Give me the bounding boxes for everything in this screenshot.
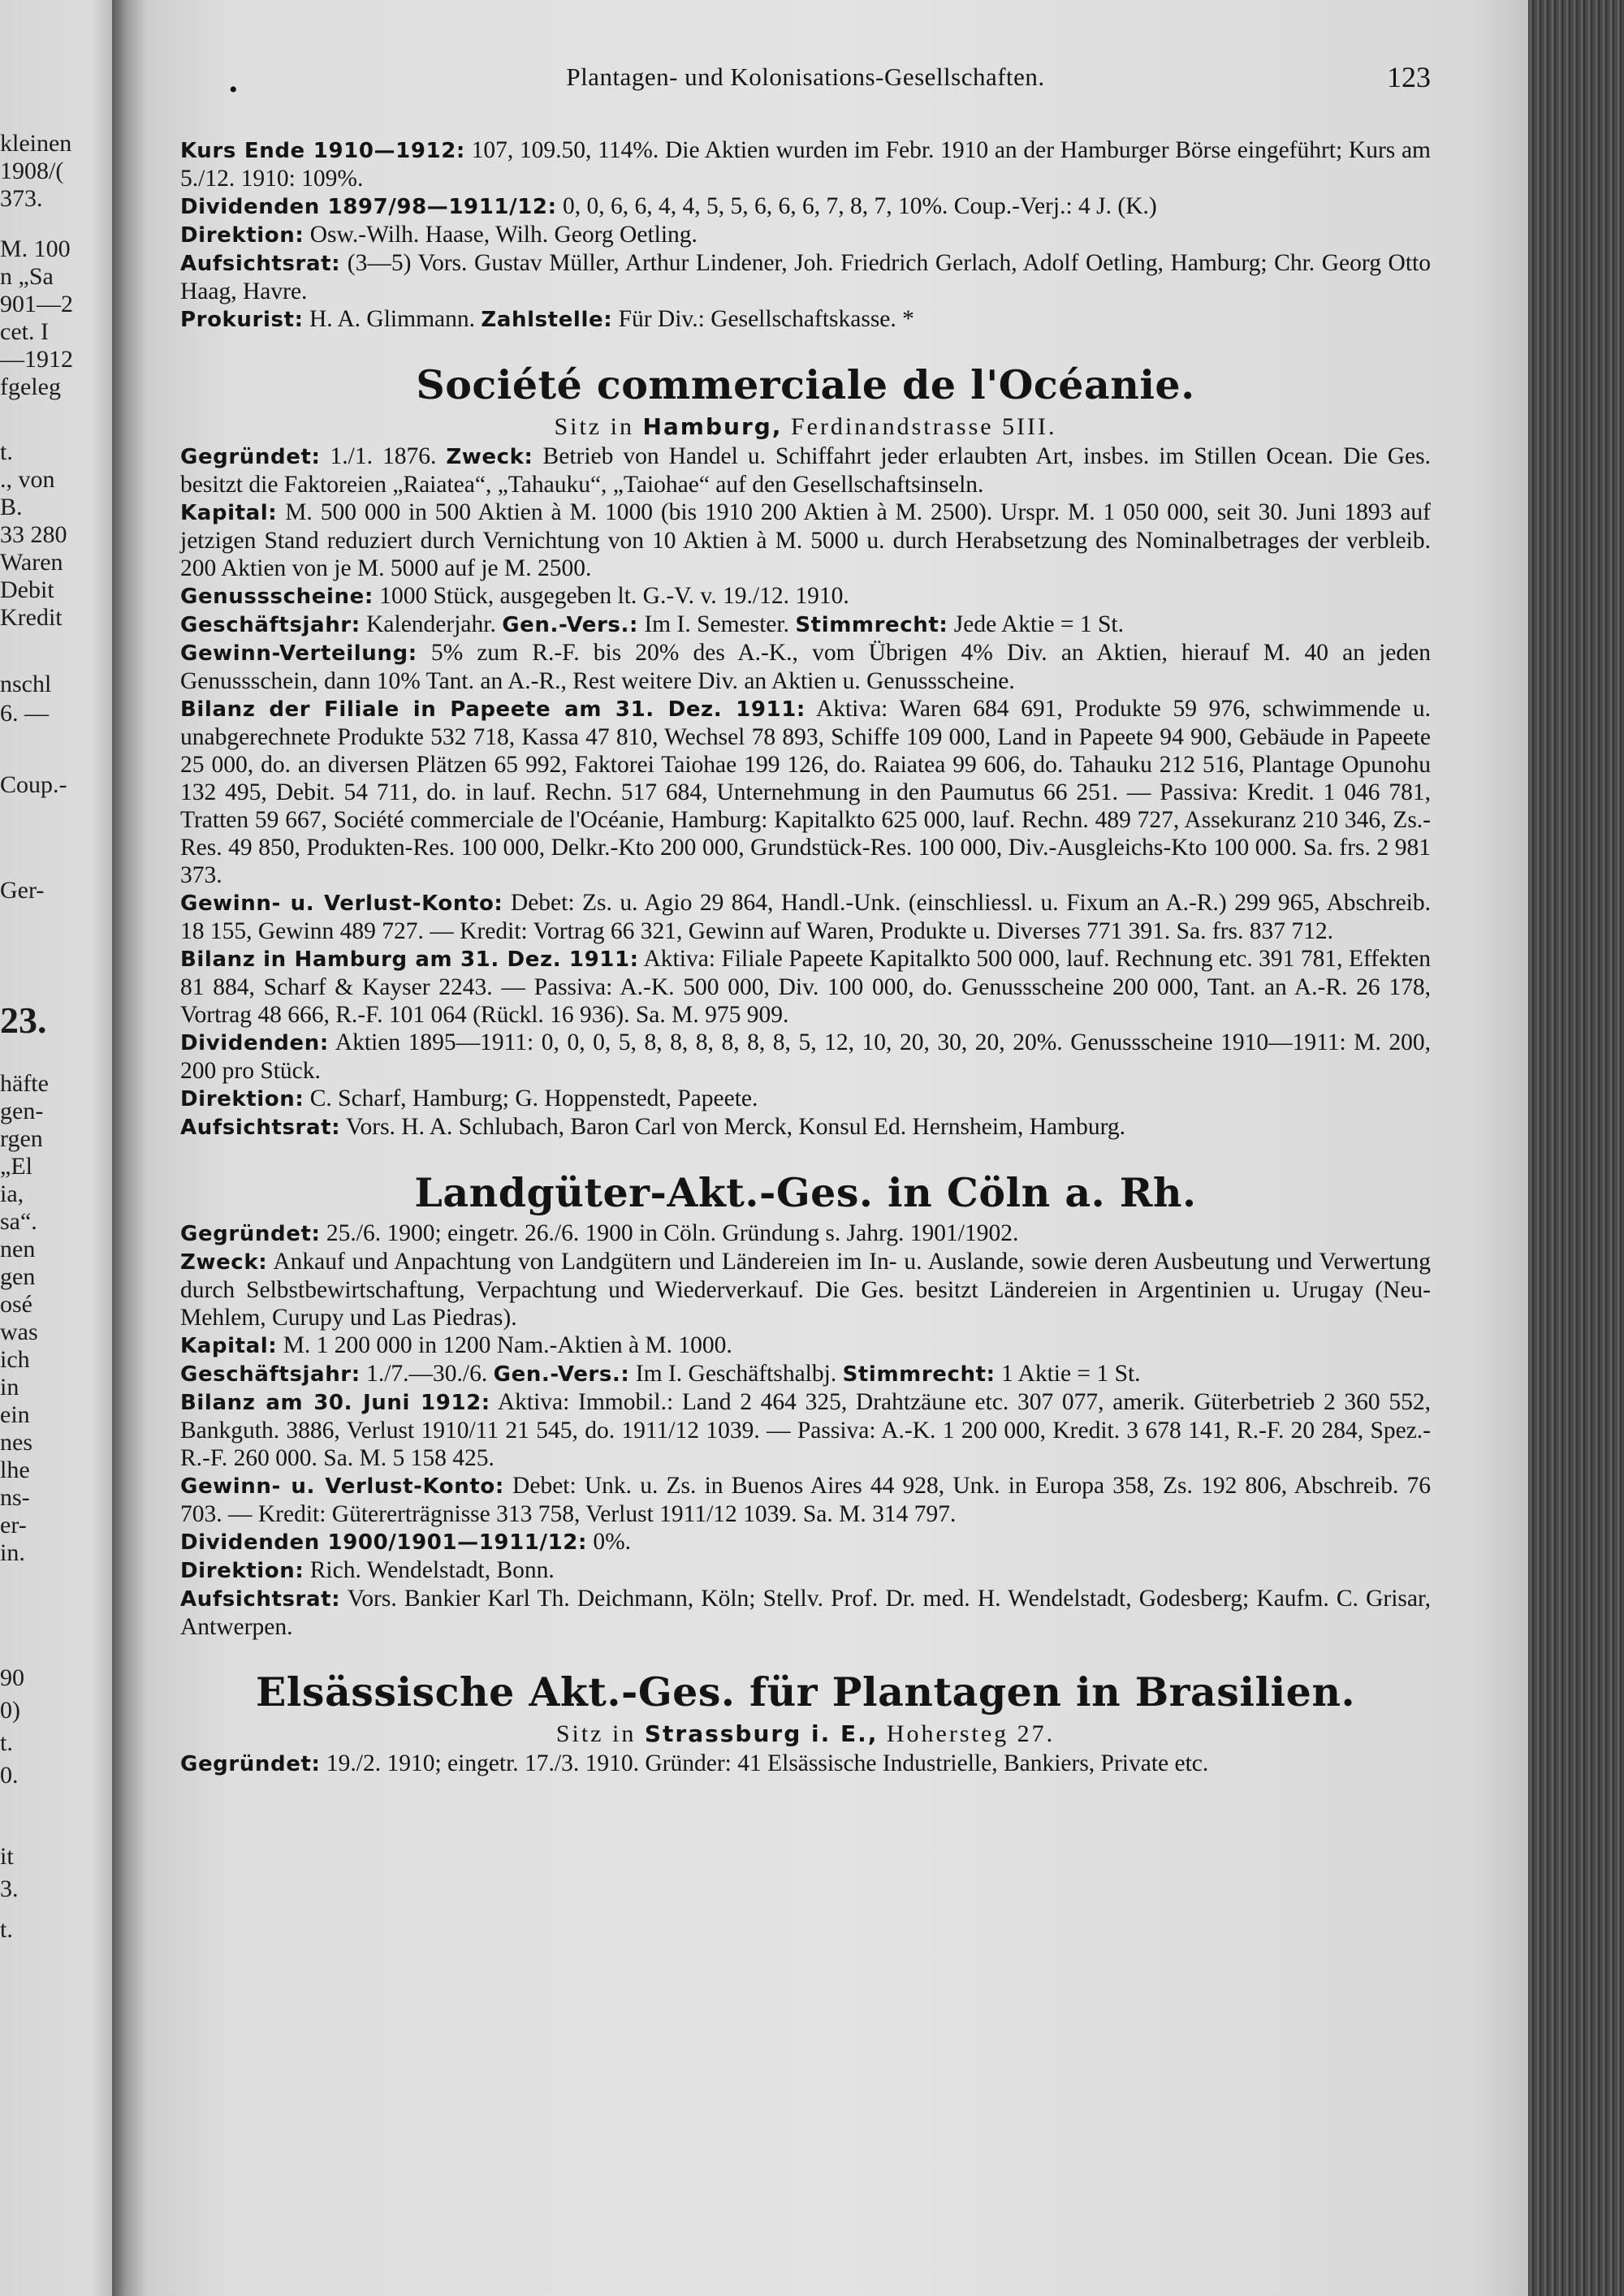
company-title-landgueter: Landgüter-Akt.-Ges. in Cöln a. Rh. xyxy=(414,1169,1197,1216)
left-page-fragment: t. xyxy=(0,438,13,465)
entry-text: Für Div.: Gesellschaftskasse. * xyxy=(612,306,914,332)
entry-key: Prokurist: xyxy=(180,308,304,332)
entry-key: Gen.-Vers.: xyxy=(493,1362,630,1387)
entry-key: Gewinn-Verteilung: xyxy=(180,641,417,666)
entry-key: Dividenden 1900/1901—1911/12: xyxy=(180,1530,587,1555)
entry-text: 0%. xyxy=(586,1529,632,1555)
entry-text: 5% zum R.-F. bis 20% des A.-K., vom Übrigen 4% Div. an Aktien, hierauf M. 40 an jeden Genussschein, dann 10% Tant. an A.-R., Rest weitere Div. an Aktien u. Genussscheine. xyxy=(180,640,1431,694)
entry-text: Aktiva: Immobil.: Land 2 464 325, Drahtzäune etc. 307 077, amerik. Güterbetrieb 2 360 552, Bankguth. 3886, Verlust 1910/11 21 545, do. 1911/12 1039. — Passiva: A.-K. 1 200 000, Kredit. 3 678 141, R.-F. 20 284, Spez.-R.-F. 260 000. Sa. M. 5 158 425. xyxy=(180,1389,1431,1471)
entry-key: Zweck: xyxy=(446,445,533,469)
seat-address: Hohersteg 27. xyxy=(878,1720,1056,1747)
left-page-fragment: kleinen xyxy=(0,130,72,157)
entry-text: Aktien 1895—1911: 0, 0, 0, 5, 8, 8, 8, 8, 8, 8, 5, 12, 10, 20, 30, 20, 20%. Genussscheine 1910—1911: M. 200, 200 pro Stück. xyxy=(180,1029,1431,1084)
seat-prefix: Sitz in xyxy=(554,413,643,440)
company-body-elsaessische xyxy=(180,1750,1431,1778)
left-page-fragment: ein xyxy=(0,1401,30,1428)
entry-paragraph xyxy=(180,1219,1431,1248)
entry-text: H. A. Glimmann. xyxy=(303,306,475,332)
entry-paragraph xyxy=(180,1388,1431,1472)
entry-key: Zahlstelle: xyxy=(481,308,613,332)
left-page-fragment: it xyxy=(0,1843,14,1870)
entry-text: Betrieb von Handel u. Schiffahrt jeder erlaubten Art, insbes. im Stillen Ocean. Die Ges. besitzt die Faktoreien „Raiatea“, „Tahauku“, „Taiohae“ auf den Gesellschaftsinseln. xyxy=(180,443,1431,498)
entry-key: Gewinn- u. Verlust-Konto: xyxy=(180,1474,504,1499)
entry-paragraph xyxy=(180,1556,1431,1585)
left-page-fragment: 1908/( xyxy=(0,158,64,184)
entry-key: Genussscheine: xyxy=(180,585,374,609)
entry-paragraph xyxy=(180,1585,1431,1641)
left-page-fragment: in xyxy=(0,1374,19,1400)
entry-paragraph xyxy=(180,136,1431,192)
entry-text: C. Scharf, Hamburg; G. Hoppenstedt, Papeete. xyxy=(304,1085,758,1111)
left-page-fragment: fgeleg xyxy=(0,373,61,400)
entry-key: Kapital: xyxy=(180,501,278,525)
running-title: Plantagen- und Kolonisations-Gesellschaften. xyxy=(566,63,1045,91)
seat-city: Hamburg, xyxy=(642,413,783,440)
entry-key: Bilanz der Filiale in Papeete am 31. Dez. 1911: xyxy=(180,697,806,722)
entry-text: Debet: Zs. u. Agio 29 864, Handl.-Unk. (einschliessl. u. Fixum an A.-R.) 299 965, Abschreib. 18 155, Gewinn 489 727. — Kredit: Vortrag 66 321, Gewinn auf Waren, Produkte u. Diverses 771 391. Sa. frs. 837 712. xyxy=(180,890,1432,944)
entry-text: Osw.-Wilh. Haase, Wilh. Georg Oetling. xyxy=(304,222,698,248)
running-head xyxy=(180,63,1431,104)
left-page-fragment: 90 xyxy=(0,1664,24,1691)
left-page-fragment: er- xyxy=(0,1512,27,1539)
seat-prefix: Sitz in xyxy=(555,1720,645,1747)
left-page-fragment: Kredit xyxy=(0,604,63,631)
entry-text: Aktiva: Waren 684 691, Produkte 59 976, schwimmende u. unabgerechnete Produkte 532 718, Kassa 47 810, Wechsel 78 893, Schiffe 109 000, Land in Papeete 94 900, Gebäude in Papeete 25 000, do. an diversen Plätzen 65 992, Faktorei Taiohae 199 126, do. Raiatea 99 606, do. Tahauku 212 516, Plantage Opunohu 132 495, Debit. 54 711, do. in lauf. Rechn. 517 684, Unternehmung in den Paumutus 66 251. — Passiva: Kredit. 1 046 781, Tratten 59 667, Société commerciale de l'Océanie, Hamburg: Kapitalkto 625 000, lauf. Rechn. 489 727, Assekuranz 210 346, Zs.-Res. 49 850, Produkten-Res. 100 000, Delkr.-Kto 200 000, Grundstück-Res. 100 000, Div.-Ausgleichs-Kto 100 000. Sa. frs. 2 981 373. xyxy=(180,696,1431,888)
entry-key: Zweck: xyxy=(180,1250,268,1275)
entry-text: 19./2. 1910; eingetr. 17./3. 1910. Gründer: 41 Elsässische Industrielle, Bankiers, Private etc. xyxy=(320,1750,1209,1776)
left-page-fragment: Ger- xyxy=(0,877,45,904)
left-page-fragment: 23. xyxy=(0,1007,47,1034)
page-edges xyxy=(1528,0,1624,2296)
entry-key: Geschäftsjahr: xyxy=(180,613,361,637)
header-dot: • xyxy=(229,76,238,103)
entry-key: Direktion: xyxy=(180,223,304,248)
entry-key: Gewinn- u. Verlust-Konto: xyxy=(180,891,503,916)
entry-text: Jede Aktie = 1 St. xyxy=(948,611,1124,637)
company-seat-elsaessische xyxy=(180,1719,1431,1750)
left-page-fragment: B. xyxy=(0,494,23,520)
seat-address: Ferdinandstrasse 5III. xyxy=(782,413,1057,440)
left-page-fragment: ., von xyxy=(0,466,55,493)
left-page-fragment: cet. I xyxy=(0,318,49,345)
book-gutter xyxy=(112,0,148,2296)
left-page-fragment: n „Sa xyxy=(0,263,54,290)
left-page-fragment: 33 280 xyxy=(0,521,67,548)
left-page-fragment: in. xyxy=(0,1539,25,1566)
entry-text: 1./7.—30./6. xyxy=(360,1361,488,1387)
seat-city: Strassburg i. E., xyxy=(644,1720,879,1747)
left-page-fragment: ns- xyxy=(0,1484,30,1511)
entry-key: Bilanz am 30. Juni 1912: xyxy=(180,1391,490,1415)
entry-key: Aufsichtsrat: xyxy=(180,1587,341,1612)
entry-text: Kalenderjahr. xyxy=(360,611,496,637)
entry-paragraph xyxy=(180,1113,1431,1142)
left-page-fragment: 3. xyxy=(0,1875,19,1902)
left-page-fragment: t. xyxy=(0,1916,13,1943)
left-page-fragment: nen xyxy=(0,1236,36,1262)
entry-text: 25./6. 1900; eingetr. 26./6. 1900 in Cöln. Gründung s. Jahrg. 1901/1902. xyxy=(320,1220,1019,1246)
entry-paragraph xyxy=(180,1528,1431,1556)
entry-paragraph xyxy=(180,498,1431,582)
entry-key: Aufsichtsrat: xyxy=(180,252,341,276)
entry-text: (3—5) Vors. Gustav Müller, Arthur Lindener, Joh. Friedrich Gerlach, Adolf Oetling, Hamburg; Chr. Georg Otto Haag, Havre. xyxy=(180,250,1431,304)
left-page-fragment: t. xyxy=(0,1729,13,1756)
company-body-oceanie xyxy=(180,442,1431,1142)
left-page-fragment: ia, xyxy=(0,1180,24,1207)
entry-text: Im I. Semester. xyxy=(637,611,789,637)
page-content xyxy=(180,63,1431,1778)
entry-paragraph xyxy=(180,695,1431,889)
left-page-fragment: 6. — xyxy=(0,700,49,727)
entry-paragraph xyxy=(180,442,1431,498)
left-page-fragment: 0) xyxy=(0,1697,20,1724)
company-seat-oceanie xyxy=(180,412,1431,442)
left-page-fragment: 0. xyxy=(0,1762,19,1789)
entry-text: Debet: Unk. u. Zs. in Buenos Aires 44 928, Unk. in Europa 358, Zs. 192 806, Abschreib. 76 703. — Kredit: Gütererträgnisse 313 758, Verlust 1911/12 1039. Sa. M. 314 797. xyxy=(180,1473,1432,1527)
left-page-fragment: nschl xyxy=(0,671,52,697)
entry-key: Kurs Ende 1910—1912: xyxy=(180,139,465,163)
entry-paragraph xyxy=(180,945,1431,1029)
entry-key: Kapital: xyxy=(180,1334,278,1358)
left-page-margin xyxy=(0,0,112,2296)
entry-key: Direktion: xyxy=(180,1087,304,1111)
left-page-fragment: „El xyxy=(0,1153,32,1180)
entry-text: M. 1 200 000 in 1200 Nam.-Aktien à M. 1000. xyxy=(277,1332,732,1358)
left-page-fragment: rgen xyxy=(0,1125,43,1152)
company-title-elsaessische: Elsässische Akt.-Ges. für Plantagen in Brasilien. xyxy=(255,1668,1356,1716)
entry-key: Dividenden 1897/98—1911/12: xyxy=(180,195,557,219)
entry-key: Bilanz in Hamburg am 31. Dez. 1911: xyxy=(180,947,639,972)
left-page-fragment: 901—2 xyxy=(0,291,73,317)
entry-text: 0, 0, 6, 6, 4, 4, 5, 5, 6, 6, 6, 7, 8, 7, 10%. Coup.-Verj.: 4 J. (K.) xyxy=(556,193,1157,219)
left-page-fragment: was xyxy=(0,1318,38,1345)
entry-text: Ankauf und Anpachtung von Landgütern und Ländereien im In- u. Auslande, sowie deren Ausbeutung und Verwertung durch Selbstbewirtschaftung, Verpachtung und Wiederverkauf. Die Ges. besitzt Ländereien in Argentinien u. Urugay (Neu-Mehlem, Curupy und Las Piedras). xyxy=(180,1249,1431,1331)
entry-text: Im I. Geschäftshalbj. xyxy=(629,1361,837,1387)
entry-key: Gegründet: xyxy=(180,1752,321,1776)
left-page-fragment: gen xyxy=(0,1263,36,1290)
left-page-fragment: ich xyxy=(0,1346,30,1373)
previous-entry-tail xyxy=(180,136,1431,334)
entry-text: Rich. Wendelstadt, Bonn. xyxy=(304,1557,555,1583)
page-number: 123 xyxy=(1387,61,1431,93)
entry-paragraph xyxy=(180,1360,1431,1388)
entry-text: 107, 109.50, 114%. Die Aktien wurden im Febr. 1910 an der Hamburger Börse eingeführt; Kurs am 5./12. 1910: 109%. xyxy=(180,137,1432,192)
entry-text: M. 500 000 in 500 Aktien à M. 1000 (bis 1910 200 Aktien à M. 2500). Urspr. M. 1 050 000, seit 30. Juni 1893 auf jetzigen Stand reduziert durch Vernichtung von 10 Aktien à M. 5000 u. durch Herabsetzung des Nominalbetrages der verbleib. 200 Aktien von je M. 5000 auf je M. 2500. xyxy=(180,499,1431,581)
entry-text: 1000 Stück, ausgegeben lt. G.-V. v. 19./12. 1910. xyxy=(373,583,849,609)
entry-key: Stimmrecht: xyxy=(842,1362,996,1387)
left-page-fragment: —1912 xyxy=(0,346,73,373)
left-page-fragment: Waren xyxy=(0,549,63,576)
left-page-fragment: häfte xyxy=(0,1070,49,1097)
entry-paragraph xyxy=(180,249,1431,305)
entry-text: Aktiva: Filiale Papeete Kapitalkto 500 000, lauf. Rechnung etc. 391 781, Effekten 81 884, Scharf & Kayser 2243. — Passiva: A.-K. 500 000, Div. 100 000, do. Genussscheine 200 000, Tant. an A.-R. 26 178, Vortrag 48 666, R.-F. 101 064 (Rückl. 16 936). Sa. M. 975 909. xyxy=(180,946,1431,1028)
company-title-oceanie: Société commerciale de l'Océanie. xyxy=(416,361,1195,408)
left-page-fragment: Debit xyxy=(0,576,54,603)
left-page-fragment: sa“. xyxy=(0,1208,37,1235)
entry-text: Vors. H. A. Schlubach, Baron Carl von Merck, Konsul Ed. Hernsheim, Hamburg. xyxy=(340,1114,1125,1140)
entry-text: 1./1. 1876. xyxy=(320,443,437,469)
entry-key: Dividenden: xyxy=(180,1031,329,1055)
entry-paragraph xyxy=(180,611,1431,639)
entry-paragraph xyxy=(180,1029,1431,1085)
left-page-fragment: gen- xyxy=(0,1098,44,1124)
entry-key: Stimmrecht: xyxy=(795,613,948,637)
entry-paragraph xyxy=(180,639,1431,695)
entry-key: Aufsichtsrat: xyxy=(180,1116,341,1140)
entry-paragraph xyxy=(180,582,1431,611)
entry-key: Geschäftsjahr: xyxy=(180,1362,361,1387)
entry-key: Gen.-Vers.: xyxy=(502,613,638,637)
entry-key: Gegründet: xyxy=(180,445,321,469)
company-body-landgueter xyxy=(180,1219,1431,1641)
entry-paragraph xyxy=(180,1331,1431,1360)
entry-paragraph xyxy=(180,305,1431,334)
entry-paragraph xyxy=(180,192,1431,221)
left-page-fragment: lhe xyxy=(0,1457,30,1483)
left-page-fragment: nes xyxy=(0,1429,32,1456)
entry-paragraph xyxy=(180,1248,1431,1331)
entry-paragraph xyxy=(180,1085,1431,1113)
left-page-fragment: M. 100 xyxy=(0,235,71,262)
entry-paragraph xyxy=(180,889,1431,945)
entry-paragraph xyxy=(180,1750,1431,1778)
entry-key: Gegründet: xyxy=(180,1222,321,1246)
entry-text: Vors. Bankier Karl Th. Deichmann, Köln; Stellv. Prof. Dr. med. H. Wendelstadt, Godesberg; Kaufm. C. Grisar, Antwerpen. xyxy=(180,1586,1431,1640)
left-page-fragment: Coup.- xyxy=(0,771,67,798)
entry-text: 1 Aktie = 1 St. xyxy=(995,1361,1141,1387)
left-page-fragment: osé xyxy=(0,1291,32,1318)
entry-key: Direktion: xyxy=(180,1559,304,1583)
entry-paragraph xyxy=(180,221,1431,249)
entry-paragraph xyxy=(180,1472,1431,1528)
left-page-fragment: 373. xyxy=(0,185,43,212)
